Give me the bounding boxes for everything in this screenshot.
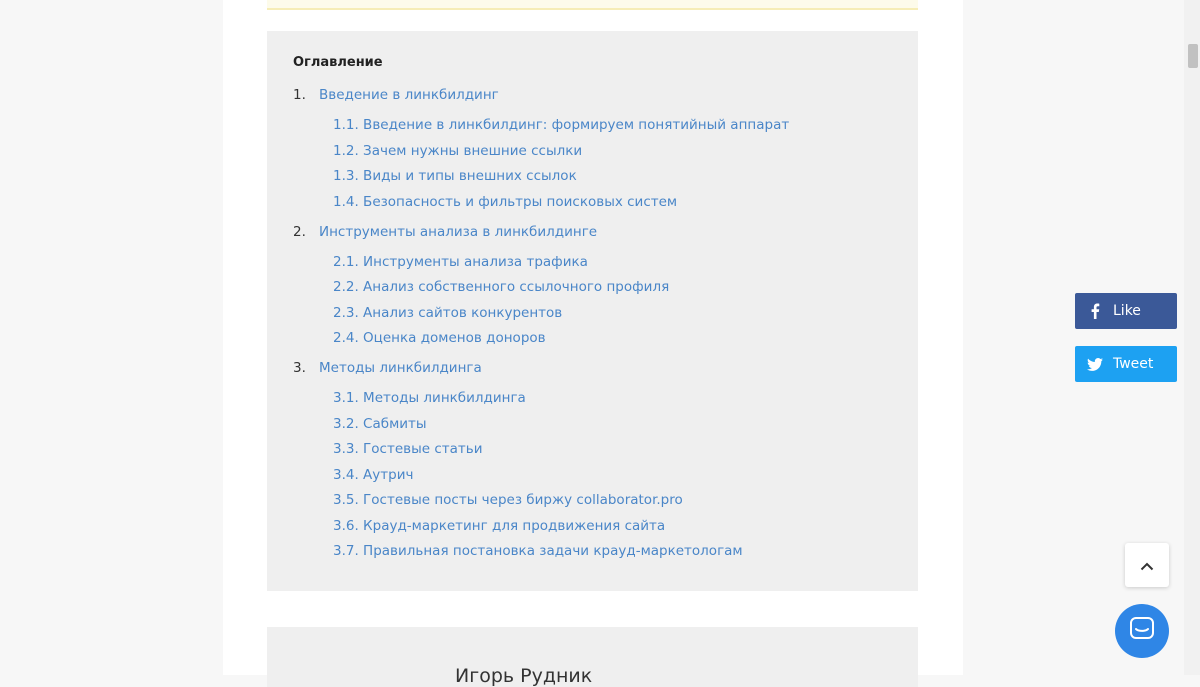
toc-subsection-link[interactable]: 1.3. Виды и типы внешних ссылок: [333, 168, 577, 184]
toc-subsection-link[interactable]: 2.4. Оценка доменов доноров: [333, 330, 546, 346]
toc-section-link[interactable]: Методы линкбилдинга: [319, 360, 482, 376]
toc-subsection-link[interactable]: 3.6. Крауд-маркетинг для продвижения сайта: [333, 517, 666, 534]
toc-sections: [293, 85, 892, 561]
toc-subsection-link[interactable]: 2.1. Инструменты анализа трафика: [333, 253, 588, 270]
toc-subsection-link[interactable]: 1.1. Введение в линкбилдинг: формируем понятийный аппарат: [333, 117, 790, 133]
toc-subsection-link[interactable]: 1.2. Зачем нужны внешние ссылки: [333, 142, 583, 159]
toc-section-heading: [293, 222, 892, 242]
toc-section: [293, 222, 892, 349]
toc-subsection-item: [293, 166, 892, 186]
toc-subsection-item: [293, 303, 892, 323]
toc-section-number: 1.: [293, 87, 306, 103]
toc-subsection-item: [293, 277, 892, 297]
facebook-like-button[interactable]: [1075, 293, 1177, 329]
toc-title: Оглавление: [293, 55, 383, 70]
table-of-contents: [267, 31, 918, 591]
toc-subsection-item: [293, 328, 892, 348]
toc-section-link[interactable]: Инструменты анализа в линкбилдинге: [319, 223, 598, 240]
toc-subsection-item: [293, 490, 892, 510]
toc-subsection-link[interactable]: 2.3. Анализ сайтов конкурентов: [333, 304, 563, 321]
toc-subsection-link[interactable]: 3.5. Гостевые посты через биржу collaborator.pro: [333, 492, 683, 508]
toc-section: [293, 85, 892, 212]
author-name: Игорь Рудник: [455, 665, 593, 687]
scroll-to-top-button[interactable]: [1125, 543, 1169, 587]
chat-icon: [1129, 616, 1155, 646]
toc-subsection-item: [293, 541, 892, 561]
toc-section-number: 3.: [293, 360, 306, 376]
toc-subsection-item: [293, 115, 892, 135]
toc-subsection-link[interactable]: 3.1. Методы линкбилдинга: [333, 390, 526, 406]
scrollbar[interactable]: [1184, 0, 1200, 675]
toc-subsection-link[interactable]: 3.3. Гостевые статьи: [333, 441, 483, 457]
toc-section-heading: [293, 85, 892, 105]
like-label: Like: [1113, 303, 1141, 319]
toc-subsection-item: [293, 141, 892, 161]
twitter-tweet-button[interactable]: [1075, 346, 1177, 382]
notice-box-bottom: [267, 0, 918, 10]
toc-section: [293, 358, 892, 561]
toc-subsection-link[interactable]: 1.4. Безопасность и фильтры поисковых систем: [333, 193, 678, 210]
twitter-icon: [1087, 356, 1103, 372]
author-card: [267, 627, 918, 687]
toc-subsection-item: [293, 516, 892, 536]
toc-subsection-item: [293, 439, 892, 459]
toc-subsection-item: [293, 192, 892, 212]
toc-subsection-link[interactable]: 3.7. Правильная постановка задачи крауд-маркетологам: [333, 543, 743, 559]
facebook-icon: [1087, 303, 1103, 319]
toc-subsection-link[interactable]: 2.2. Анализ собственного ссылочного профиля: [333, 279, 670, 295]
chevron-up-icon: [1140, 556, 1154, 575]
scrollbar-thumb[interactable]: [1188, 44, 1198, 68]
chat-widget-button[interactable]: [1115, 604, 1169, 658]
toc-subsection-item: [293, 252, 892, 272]
toc-section-link[interactable]: Введение в линкбилдинг: [319, 87, 499, 103]
toc-subsection-item: [293, 388, 892, 408]
toc-section-heading: [293, 358, 892, 378]
toc-subsection-link[interactable]: 3.2. Сабмиты: [333, 415, 427, 432]
toc-section-number: 2.: [293, 223, 306, 240]
tweet-label: Tweet: [1113, 356, 1154, 372]
toc-subsection-link[interactable]: 3.4. Аутрич: [333, 466, 414, 483]
toc-subsection-item: [293, 414, 892, 434]
toc-subsection-item: [293, 465, 892, 485]
